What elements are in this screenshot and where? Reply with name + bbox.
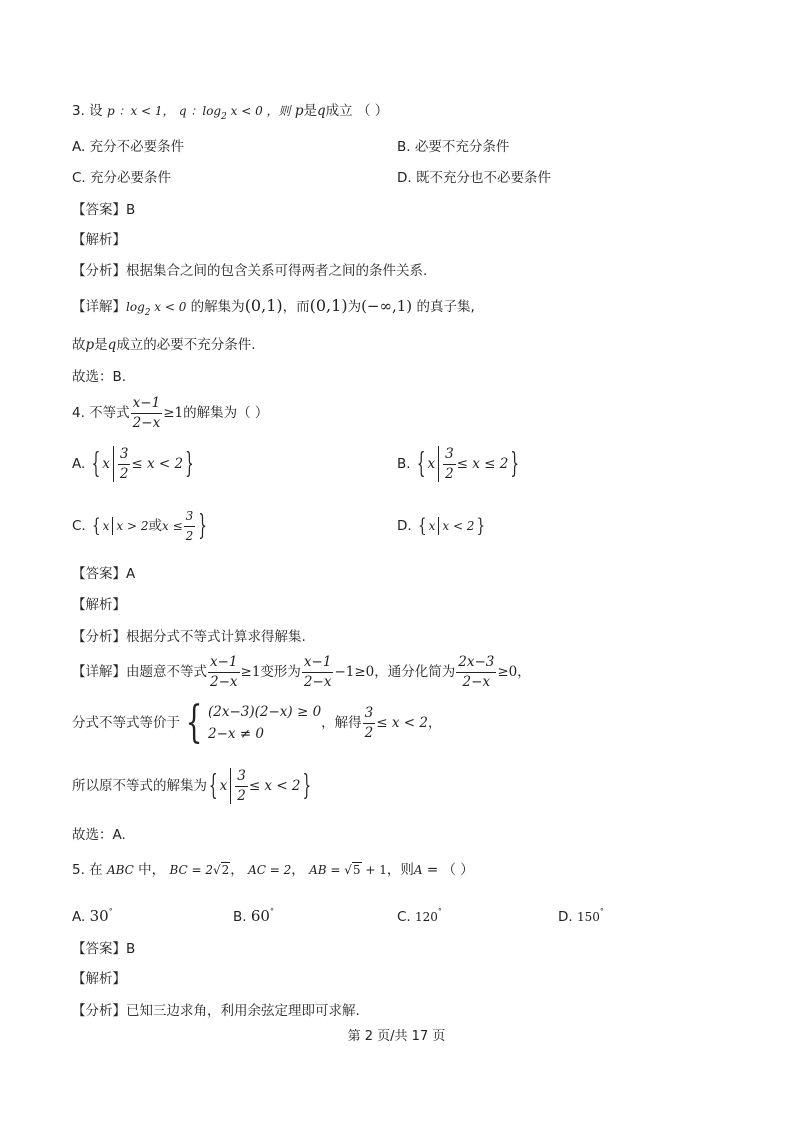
q5-option-d: D. 150° (558, 907, 604, 925)
q5-option-b: B. 60° (233, 907, 274, 925)
q5-answer: 【答案】B (72, 941, 136, 957)
q4-option-c: C. { x x > 2或x ≤ $\frac{3}{2}$ } (72, 508, 207, 543)
q4-answer: 【答案】A (72, 566, 136, 582)
q4-fenxi: 【分析】根据分式不等式计算求得解集. (72, 629, 306, 645)
q3-option-a: A. 充分不必要条件 (72, 139, 185, 155)
q4-stem: 4. 不等式 $\frac{x-1}{2-x}$ ≥1的解集为（ ） (72, 394, 269, 431)
q3-xiangjie: 【详解】$\log_2 x < 0$ 的解集为(0,1)，而(0,1)为(−∞,1) 的真子集, (72, 296, 475, 318)
q4-equivalent-system: 分式不等式等价于 { (2x−3)(2−x) ≥ 0 2−x ≠ 0 ，解得 $\frac{3}{2}$ ≤ x < 2， (72, 697, 442, 748)
q4-option-a: A. { x $\frac{3}{2}$ ≤ x < 2 } (72, 445, 194, 482)
q4-solution-set: 所以原不等式的解集为 { x $\frac{3}{2}$ ≤ x < 2 } (72, 767, 312, 804)
q3-option-d: D. 既不充分也不必要条件 (397, 170, 551, 186)
q5-fenxi: 【分析】已知三边求角，利用余弦定理即可求解. (72, 1003, 360, 1019)
q3-fenxi: 【分析】根据集合之间的包含关系可得两者之间的条件关系. (72, 263, 428, 279)
q3-analysis-heading: 【解析】 (72, 232, 126, 248)
q5-option-a: A. 30° (72, 907, 113, 925)
q4-option-d: D. { x x < 2 } (397, 514, 486, 538)
q5-analysis-heading: 【解析】 (72, 971, 126, 987)
q5-option-c: C. 120° (397, 907, 442, 925)
q4-option-b: B. { x $\frac{3}{2}$ ≤ x ≤ 2 } (397, 445, 519, 482)
q4-choose: 故选：A. (72, 827, 126, 843)
q3-option-b: B. 必要不充分条件 (397, 139, 510, 155)
q3-answer: 【答案】B (72, 202, 136, 218)
q3-stem: 3. 设 p ：x < 1， q ：$\log_2 x < 0$ ，则 p是q成立 （ ） (72, 103, 389, 122)
q4-analysis-heading: 【解析】 (72, 597, 126, 613)
q3-option-c: C. 充分必要条件 (72, 170, 172, 186)
q3-conclusion: 故p是q成立的必要不充分条件. (72, 337, 256, 353)
q5-stem: 5. 在 ABC 中， BC = 2√2， AC = 2， AB = √5 + 1，则A = （ ） (72, 862, 474, 878)
q4-xiangjie: 【详解】由题意不等式 $\frac{x-1}{2-x}$ ≥1变形为 $\frac{x-1}{2-x}$ −1≥0，通分化简为 $\frac{2x-3}{2-x}$ ≥0， (72, 653, 531, 690)
page-footer: 第 2 页/共 17 页 (347, 1029, 446, 1044)
q3-choose: 故选：B. (72, 369, 127, 385)
